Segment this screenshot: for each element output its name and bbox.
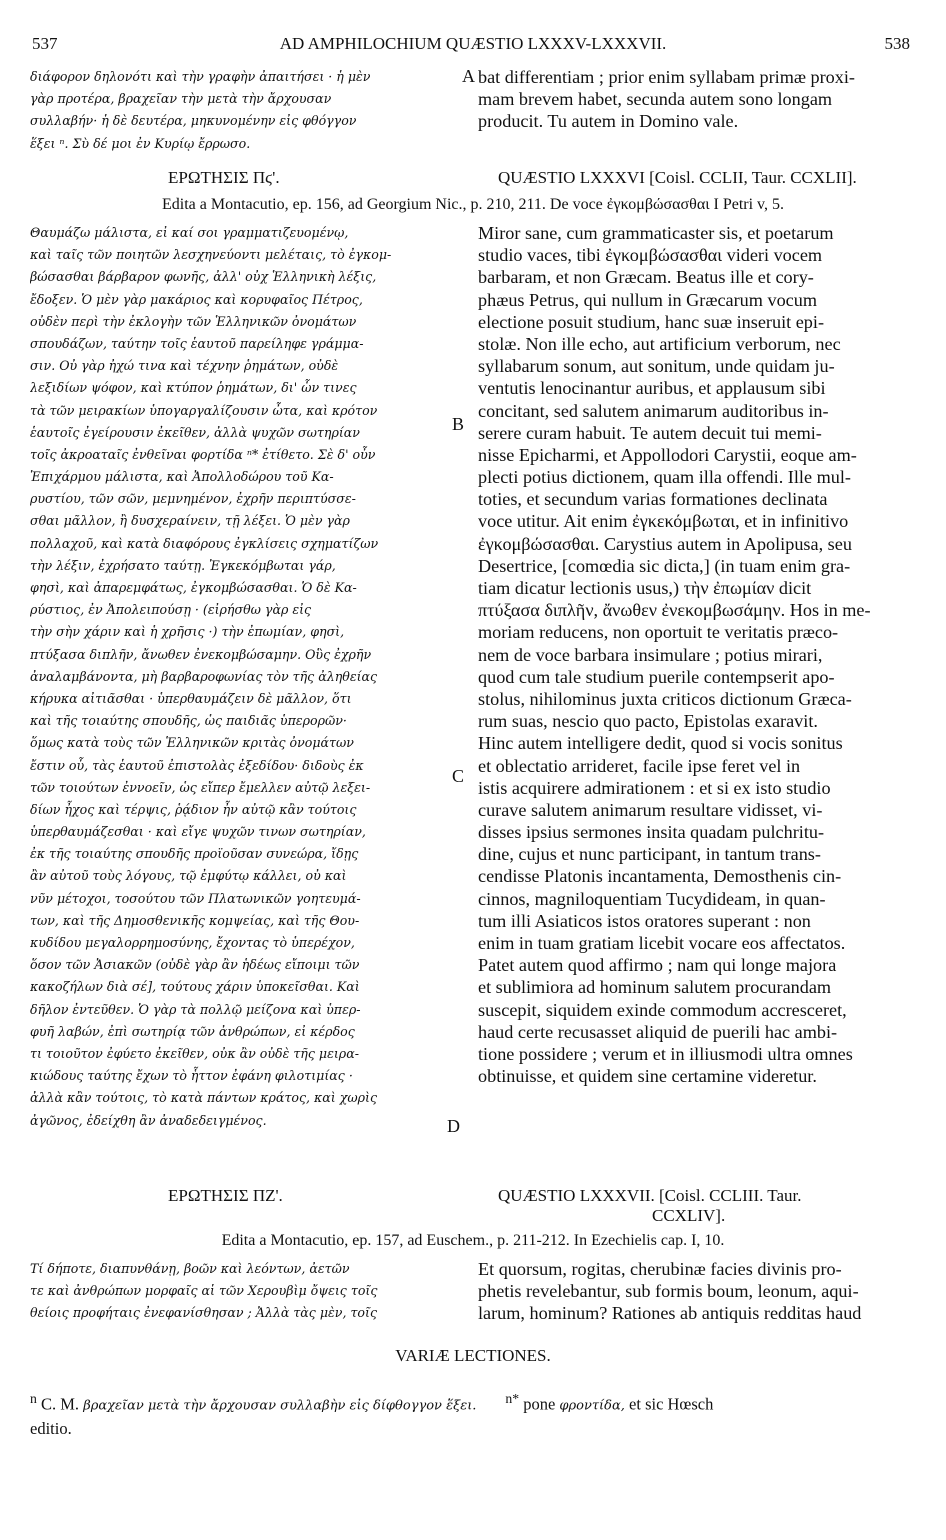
latin-text-line: studio vaces, tibi ἐγκομβώσασθαι videri vocem bbox=[478, 245, 823, 266]
greek-text-line: ἀγῶνος, ἐδείχθη ἂν ἀναδεδειγμένος. bbox=[30, 1112, 267, 1128]
latin-text-line: rum suas, nescio quo pacto, Epistolas exaravit. bbox=[478, 711, 818, 732]
latin-column-86 bbox=[478, 222, 910, 1092]
greek-text-line: πτύξασα διπλῆν, ἄνωθεν ἐνεκομβώσαμην. Οὓς ἐχρῆν bbox=[30, 646, 372, 662]
latin-text-line: et oblectatio arrideret, facile ipse feret vel in bbox=[478, 755, 801, 776]
greek-text-line: πολλαχοῦ, καὶ κατὰ διαφόρους ἐγκλίσεις σχηματίζων bbox=[30, 535, 379, 551]
latin-text-line: syllabarum sonum, aut sonitum, unde quidam ju- bbox=[478, 356, 835, 377]
latin-text-line: stolæ. Non ille echo, aut artificium verborum, nec bbox=[478, 333, 841, 354]
latin-text-line: et sublimiora ad hominum salutem procurandam bbox=[478, 977, 832, 998]
greek-text-line: τὴν λέξιν, ἐχρήσατο ταύτῃ. Ἐγκεκόμβωται γάρ, bbox=[30, 557, 336, 573]
latin-text-line: larum, hominum? Rationes ab antiquis redditas haud bbox=[478, 1303, 862, 1324]
margin-letter-b: B bbox=[452, 414, 465, 434]
latin-text-line: producit. Tu autem in Domino vale. bbox=[478, 111, 739, 132]
greek-text-line: ἔδοξεν. Ὁ μὲν γὰρ μακάριος καὶ κορυφαῖος Πέτρος, bbox=[30, 291, 363, 307]
greek-column-87 bbox=[30, 1258, 462, 1328]
latin-text-line: ventutis lenocinantur auribus, et applausum sibi bbox=[478, 378, 826, 399]
greek-text-line: ἂν αὐτοῦ τοὺς λόγους, τῷ ἐμφύτῳ κάλλει, οὐ καὶ bbox=[30, 868, 347, 884]
running-title: AD AMPHILOCHIUM QUÆSTIO LXXXV-LXXXVII. bbox=[279, 34, 667, 53]
note-mark: n bbox=[30, 1391, 37, 1406]
note-text: pone bbox=[523, 1394, 556, 1414]
variant-note-line bbox=[30, 1388, 920, 1418]
latin-text-line: Et quorsum, rogitas, cherubinæ facies divinis pro- bbox=[478, 1259, 842, 1279]
latin-text-line: suscepit, siquidem exinde commodum accresceret, bbox=[478, 999, 847, 1020]
latin-text-line: voce utitur. Ait enim ἐγκεκόμβωται, et in infinitivo bbox=[478, 511, 849, 532]
latin-text-line: disses ipsius sermones insita quadam pulchritu- bbox=[478, 822, 825, 843]
greek-text-line: τι τοιοῦτον ἐφύετο ἐκεῖθεν, οὐκ ἂν οὐδὲ τῆς μειρα- bbox=[30, 1045, 359, 1061]
edita-note-86: Edita a Montacutio, ep. 156, ad Georgium Nic., p. 210, 211. De voce ἐγκομβώσασθαι I Petri v, 5. bbox=[161, 196, 785, 213]
latin-heading-86: QUÆSTIO LXXXVI [Coisl. CCLII, Taur. CCXLII]. bbox=[498, 168, 857, 187]
latin-text-line: phæus Petrus, qui nullum in Græcarum vocum bbox=[478, 289, 817, 310]
greek-text-line: σπουδάζων, ταύτην τοῖς ἑαυτοῦ παρείληφε γράμμα- bbox=[30, 335, 364, 351]
latin-text-line: tum illi Asiaticos istos oratores superant : non bbox=[478, 910, 811, 931]
greek-text-line: φυῆ λαβών, ἐπὶ σωτηρίᾳ τῶν ἀνθρώπων, εἰ κέρδος bbox=[30, 1023, 355, 1039]
greek-text-line: γὰρ προτέρα, βραχεῖαν τὴν μετὰ τὴν ἄρχουσαν bbox=[30, 91, 332, 107]
greek-text-line: κιώδους ταύτης ἔχων τὸ ἧττον ἐφάνη φιλοτιμίας · bbox=[30, 1068, 353, 1084]
greek-text-line: καὶ ταῖς τῶν ποιητῶν λεσχηνεύοντι μελέταις, τὸ ἐγκομ- bbox=[30, 247, 392, 263]
latin-text-line: concitant, sed salutem animarum auditoribus in- bbox=[478, 400, 829, 421]
latin-text-line: haud certe recusasset aliquid de puerili hac ambi- bbox=[478, 1021, 838, 1042]
greek-heading-86: ΕΡΩΤΗΣΙΣ Πϛ'. bbox=[168, 168, 280, 187]
greek-text-line: ἀναλαμβάνοντα, μὴ βαρβαροφωνίας τὸν τῆς ἀληθείας bbox=[30, 668, 378, 684]
greek-text-line: συλλαβήν· ἡ δὲ δευτέρα, μηκυνομένην εἰς φθόγγον bbox=[30, 113, 357, 129]
greek-text-line: ρυστίου, τῶν σῶν, μεμνημένον, ἐχρῆν περιπτύσσε- bbox=[30, 491, 356, 507]
latin-text-line: mam brevem habet, secunda autem sono longam bbox=[478, 89, 833, 110]
greek-text-line: ἀλλὰ κἂν τούτοις, τὸ κατὰ πάντων κράτος, καὶ χωρὶς bbox=[30, 1090, 378, 1106]
greek-text-line: δῆλον ἐντεῦθεν. Ὁ γὰρ τὰ πολλῷ μείζονα καὶ ὑπερ- bbox=[30, 1001, 361, 1017]
latin-text-line: nem de voce barbara insimulare ; potius mirari, bbox=[478, 644, 823, 665]
latin-text-line: istis acquirere admirationem : et si ex isto studio bbox=[478, 777, 831, 798]
latin-text-line: phetis revelebantur, sub formis boum, leonum, aqui- bbox=[478, 1281, 859, 1302]
latin-text-line: Hinc autem intelligere dedit, quod si vocis sonitus bbox=[478, 733, 843, 754]
latin-text-line: Miror sane, cum grammaticaster sis, et poetarum bbox=[478, 223, 834, 243]
latin-column-87 bbox=[478, 1258, 910, 1328]
greek-text-line: ὅμως κατὰ τοὺς τῶν Ἑλληνικῶν κριτὰς ὀνομάτων bbox=[30, 735, 354, 751]
greek-text-line: ρύστιος, ἐν Ἀπολειπούσῃ · (εἰρήσθω γὰρ εἰς bbox=[30, 602, 312, 618]
note-siglum: C. M. bbox=[41, 1394, 80, 1414]
variae-lectiones-title: VARIÆ LECTIONES. bbox=[395, 1346, 551, 1365]
latin-column-top bbox=[478, 66, 910, 136]
latin-text-line: electione posuit studium, hanc suæ inseruit epi- bbox=[478, 311, 825, 332]
page-number-left: 537 bbox=[32, 34, 58, 53]
greek-text-line: οὐδὲν περὶ τὴν ἐκλογὴν τῶν Ἑλληνικῶν ὀνομάτων bbox=[30, 313, 357, 329]
greek-text-line: ὅσον τῶν Ἀσιακῶν (οὐδὲ γὰρ ἂν ἡδέως εἴποιμι τῶν bbox=[30, 957, 360, 973]
latin-text-line: ἐγκομβώσασθαι. Carystius autem in Apolipusa, seu bbox=[478, 533, 852, 554]
greek-text-line: τὴν σὴν χάριν καὶ ἡ χρῆσις ·) τὴν ἐπωμίαν, φησὶ, bbox=[30, 624, 345, 640]
note-mark: n* bbox=[505, 1391, 520, 1406]
latin-text-line: curave salutem animarum resultare vidisset, vi- bbox=[478, 799, 823, 820]
latin-text-line: nisse Epicharmi, et Appollodori Carystii, eoque am- bbox=[478, 444, 857, 465]
greek-text-line: τε καὶ ἀνθρώπων μορφαῖς αἱ τῶν Χερουβὶμ ὄψεις τοῖς bbox=[30, 1283, 378, 1299]
greek-text-line: λεξιδίων ψόφον, καὶ κτύπον ῥημάτων, δι' ὧν τινες bbox=[30, 380, 357, 396]
greek-text-line: ἐκ τῆς τοιαύτης σπουδῆς προϊοῦσαν συνεώρα, ἴδῃς bbox=[30, 846, 359, 862]
greek-text-line: δίων ἦχος καὶ τέρψις, ῥᾴδιον ἦν αὐτῷ κἂν τούτοις bbox=[30, 801, 357, 817]
greek-text-line: ἑαυτοῖς ἐγείρουσιν ἐκεῖθεν, ἀλλὰ ψυχῶν σωτηρίαν bbox=[30, 424, 360, 440]
greek-text-line: τοῖς ἀκροαταῖς ἐνθεῖναι φορτίδα ⁿ* ἐτίθετο. Σὲ δ' οὖν bbox=[30, 446, 376, 462]
latin-text-line: πτύξασα διπλῆν, ἄνωθεν ἐνεκομβωσάμην. Hos in me- bbox=[478, 600, 871, 621]
latin-text-line: Desertrice, [comœdia sic dicta,] (in tuam enim gra- bbox=[478, 555, 851, 576]
greek-text-line: φησὶ, καὶ ἀπαρεμφάτως, ἐγκομβώσασθαι. Ὁ δὲ Κα- bbox=[30, 580, 357, 595]
latin-text-line: serere curam habuit. Te autem decuit tui memi- bbox=[478, 422, 822, 443]
latin-heading-87-line2: CCXLIV]. bbox=[652, 1206, 726, 1225]
note-greek-reading: φροντίδα, bbox=[559, 1398, 625, 1414]
greek-text-line: Τί δήποτε, διαπυνθάνῃ, βοῶν καὶ λεόντων, ἀετῶν bbox=[30, 1261, 350, 1276]
running-header bbox=[0, 34, 946, 58]
greek-text-line: σθαι μᾶλλον, ἢ δυσχεραίνειν, τῇ λέξει. Ὁ μὲν γὰρ bbox=[30, 513, 350, 529]
latin-heading-87-line1: QUÆSTIO LXXXVII. [Coisl. CCLIII. Taur. bbox=[498, 1186, 802, 1205]
greek-column-86 bbox=[30, 222, 465, 1142]
edita-note-87: Edita a Montacutio, ep. 157, ad Euschem., p. 211-212. In Ezechielis cap. I, 10. bbox=[221, 1232, 725, 1249]
greek-text-line: τὰ τῶν μειρακίων ὑπογαργαλίζουσιν ὦτα, καὶ κρότον bbox=[30, 402, 378, 418]
latin-text-line: cinnos, magniloquentiam Tucydideam, in quan- bbox=[478, 888, 826, 909]
greek-text-line: βώσασθαι βάρβαρον φωνῆς, ἀλλ' οὐχ Ἑλληνικὴ λέξις, bbox=[30, 269, 377, 285]
latin-text-line: dine, cujus et nunc participant, in tantum trans- bbox=[478, 844, 821, 865]
latin-text-line: cendisse Platonis incantamenta, Demosthenis cin- bbox=[478, 866, 842, 887]
latin-text-line: obtinuisse, et quidem sine certamine videretur. bbox=[478, 1066, 817, 1087]
greek-text-line: ἔστιν οὗ, τὰς ἑαυτοῦ ἐπιστολὰς ἐξεδίδου· διδοὺς ἐκ bbox=[30, 757, 364, 773]
greek-text-line: Θαυμάζω μάλιστα, εἰ καί σοι γραμματιζευομένῳ, bbox=[30, 225, 349, 240]
greek-text-line: θείοις προφήταις ἐνεφανίσθησαν ; Ἀλλὰ τὰς μὲν, τοῖς bbox=[30, 1305, 378, 1321]
latin-text-line: enim in tuam gratiam licebit vocare eos affectatos. bbox=[478, 933, 846, 953]
margin-letter-a: A bbox=[462, 66, 475, 86]
latin-text-line: stolus, nihilominus juxta criticos dictionum Græca- bbox=[478, 688, 852, 709]
variae-lectiones-notes bbox=[30, 1388, 920, 1440]
greek-text-line: κακοζήλων διὰ σέ], τούτους χάριν ὑποκεῖσθαι. Καὶ bbox=[30, 979, 360, 995]
latin-text-line: toties, et secundum varias formationes declinata bbox=[478, 489, 828, 510]
latin-text-line: bat differentiam ; prior enim syllabam primæ proxi- bbox=[478, 67, 855, 87]
latin-text-line: plecti potius dictionem, quam illa offendi. Ille mul- bbox=[478, 467, 851, 488]
latin-text-line: tione possidere ; verum et in illiusmodi ultra omnes bbox=[478, 1043, 853, 1064]
latin-text-line: moriam reducens, non oportuit te veritatis præco- bbox=[478, 622, 839, 643]
greek-text-line: των, καὶ τῆς Δημοσθενικῆς κομψείας, καὶ τῆς Θου- bbox=[30, 912, 360, 928]
greek-text-line: κήρυκα αἰτιᾶσθαι · ὑπερθαυμάζειν δὲ μᾶλλον, ὅτι bbox=[30, 690, 352, 706]
greek-heading-87: ΕΡΩΤΗΣΙΣ ΠΖ'. bbox=[168, 1186, 283, 1205]
latin-text-line: barbaram, et non Græcam. Beatus ille et cory- bbox=[478, 267, 814, 288]
greek-column-top bbox=[30, 66, 462, 158]
greek-text-line: ἕξει ⁿ. Σὺ δέ μοι ἐν Κυρίῳ ἔρρωσο. bbox=[30, 135, 251, 151]
note-greek-reading: βραχεῖαν μετὰ τὴν ἄρχουσαν συλλαβὴν εἰς δίφθογγον ἕξει. bbox=[83, 1398, 477, 1414]
note-text: et sic Hœsch bbox=[629, 1394, 714, 1414]
latin-text-line: quod cum tale studium puerile contempserit apo- bbox=[478, 666, 835, 687]
greek-text-line: νῦν μέτοχοι, τοσούτου τῶν Πλατωνικῶν γοητευμά- bbox=[30, 890, 361, 906]
greek-text-line: διάφορον δηλονότι καὶ τὴν γραφὴν ἀπαιτήσει · ἡ μὲν bbox=[30, 69, 371, 84]
latin-text-line: tiam dicatur lectionis usus,) τὴν ἐπωμίαν dicit bbox=[478, 578, 812, 598]
greek-text-line: τῶν τοιούτων ἐννοεῖν, ὡς εἴπερ ἔμελλεν αὐτῷ λεξει- bbox=[30, 779, 371, 795]
margin-letter-c: C bbox=[452, 766, 465, 786]
greek-text-line: σιν. Οὐ γὰρ ἠχώ τινα καὶ τέχνην ῥημάτων, οὐδὲ bbox=[30, 358, 339, 374]
page-number-right: 538 bbox=[884, 34, 910, 53]
greek-text-line: ὑπερθαυμάζεσθαι · καὶ εἴγε ψυχῶν τινων σωτηρίαν, bbox=[30, 824, 366, 840]
greek-text-line: καὶ τῆς τοιαύτης σπουδῆς, ὡς παιδιᾶς ὑπερορῶν· bbox=[30, 713, 347, 729]
latin-text-line: Patet autem quod affirmo ; nam qui longe majora bbox=[478, 955, 837, 976]
greek-text-line: Ἐπιχάρμου μάλιστα, καὶ Ἀπολλοδώρου τοῦ Κα- bbox=[30, 469, 334, 485]
margin-letter-d: D bbox=[447, 1116, 460, 1136]
greek-text-line: κυδίδου μεγαλορρημοσύνης, ἔχοντας τὸ ὑπερέχον, bbox=[30, 935, 355, 950]
variant-note-line: editio. bbox=[30, 1418, 72, 1438]
